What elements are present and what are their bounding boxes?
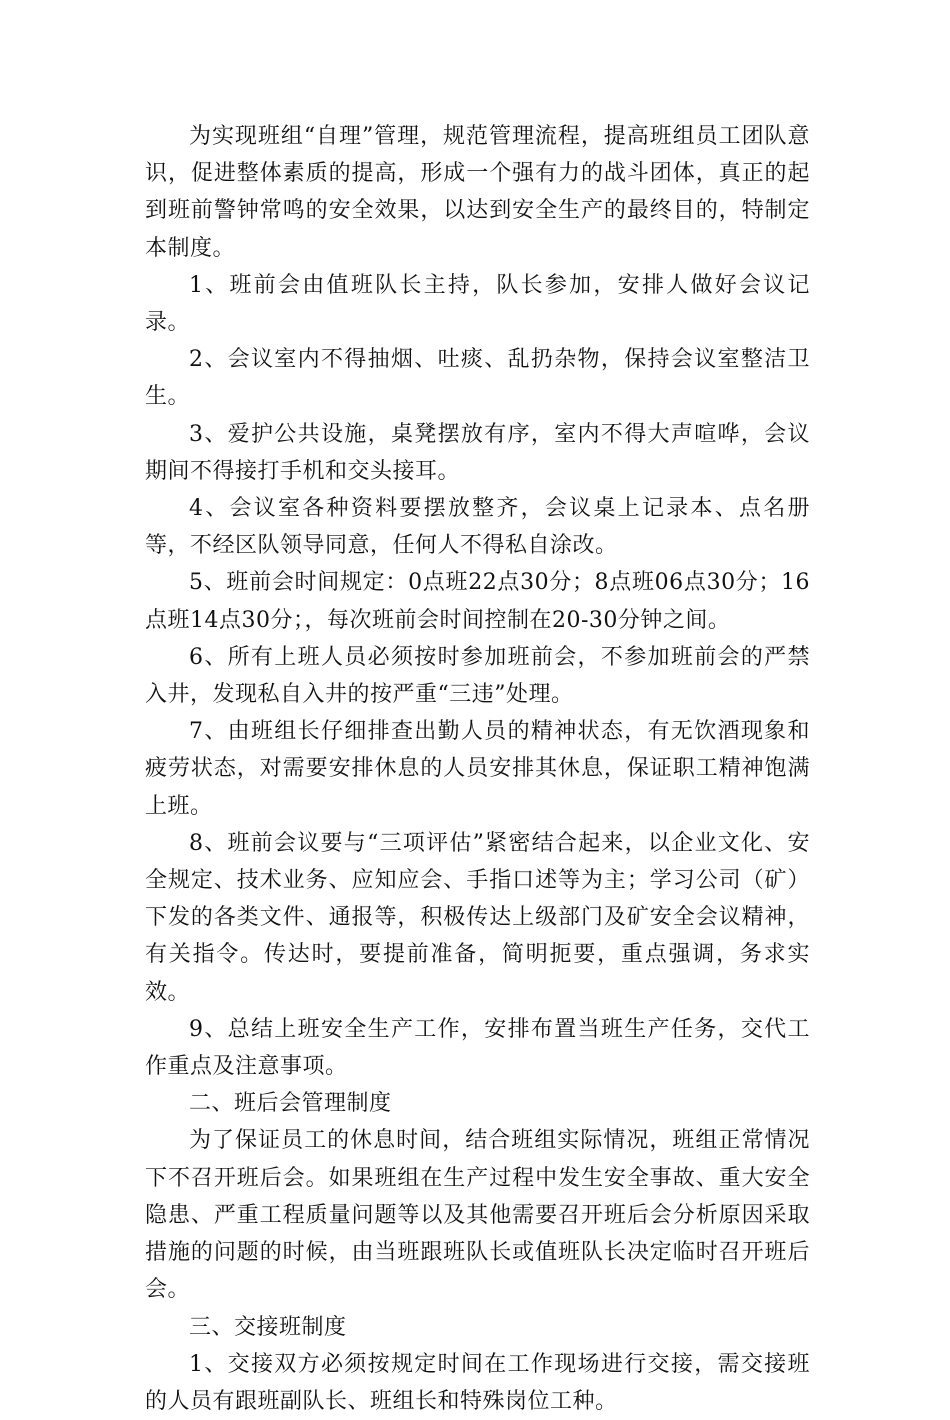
rule-7-paragraph: 7、由班组长仔细排查出勤人员的精神状态，有无饮酒现象和疲劳状态，对需要安排休息的人员安排其休息，保证职工精神饱满上班。 <box>145 719 810 819</box>
handover-rule-1-paragraph: 1、交接双方必须按规定时间在工作现场进行交接，需交接班的人员有跟班副队长、班组长和特殊岗位工种。 <box>145 1351 810 1414</box>
rule-9-paragraph: 9、总结上班安全生产工作，安排布置当班生产任务，交代工作重点及注意事项。 <box>145 1016 810 1080</box>
document-body <box>145 118 810 1420</box>
section-heading-handover: 三、交接班制度 <box>189 1314 347 1340</box>
intro-paragraph: 为实现班组“自理”管理，规范管理流程，提高班组员工团队意识，促进整体素质的提高，形成一个强有力的战斗团体，真正的起到班前警钟常鸣的安全效果，以达到安全生产的最终目的，特制定本制度。 <box>145 124 810 261</box>
rule-3-paragraph: 3、爱护公共设施，桌凳摆放有序，室内不得大声喧哗，会议期间不得接打手机和交头接耳。 <box>145 421 810 484</box>
rule-5-paragraph: 5、班前会时间规定：0点班22点30分；8点班06点30分；16点班14点30分；，每次班前会时间控制在20-30分钟之间。 <box>145 570 810 633</box>
rule-6-paragraph: 6、所有上班人员必须按时参加班前会，不参加班前会的严禁入井，发现私自入井的按严重“三违”处理。 <box>145 644 810 708</box>
rule-1-paragraph: 1、班前会由值班队长主持，队长参加，安排人做好会议记录。 <box>145 272 810 336</box>
rule-8-paragraph: 8、班前会议要与“三项评估”紧密结合起来，以企业文化、安全规定、技术业务、应知应会、手指口述等为主；学习公司（矿）下发的各类文件、通报等，积极传达上级部门及矿安全会议精神，有关指令。传达时，要提前准备，简明扼要，重点强调，务求实效。 <box>145 830 810 1005</box>
rule-2-paragraph: 2、会议室内不得抽烟、吐痰、乱扔杂物，保持会议室整洁卫生。 <box>145 347 810 410</box>
section-heading-post-shift: 二、班后会管理制度 <box>189 1091 392 1117</box>
post-shift-paragraph: 为了保证员工的休息时间，结合班组实际情况，班组正常情况下不召开班后会。如果班组在生产过程中发生安全事故、重大安全隐患、严重工程质量问题等以及其他需要召开班后会分析原因采取措施的问题的时候，由当班跟班队长或值班队长决定临时召开班后会。 <box>145 1128 810 1303</box>
rule-4-paragraph: 4、会议室各种资料要摆放整齐，会议桌上记录本、点名册等，不经区队领导同意，任何人不得私自涂改。 <box>145 496 810 559</box>
